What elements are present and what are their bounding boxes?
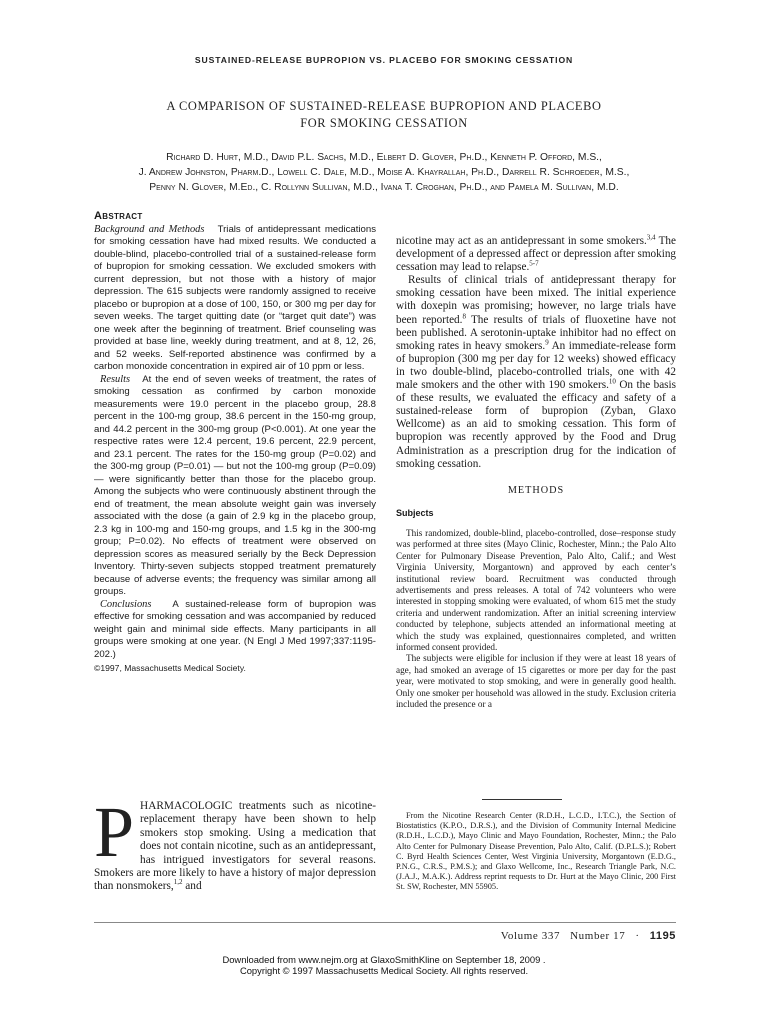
introduction: [94, 792, 376, 894]
bottom-rule: [94, 922, 676, 923]
methods-heading: METHODS: [507, 484, 565, 496]
body-paragraph-2: [396, 274, 676, 470]
abstract-conclusions: [94, 599, 376, 662]
citation: 3,4: [646, 233, 656, 242]
body-paragraph-1: [396, 235, 676, 274]
para1b-text: The development of a depressed affect or depression after smoking cessation may lead to relapse.: [396, 235, 677, 274]
footnote-divider: [482, 799, 562, 800]
article-title: [60, 98, 708, 132]
download-notice: [0, 954, 768, 976]
para2d-text: On the basis of these results, we evaluated the efficacy and safety of a sustained-release form of bupropion (Zyban, Glaxo Wellcome) as an aid to smoking cessation. This form of bupropion was recently approved by the Food and Drug Administration as a prescription drug for the indication of smoking cessation.: [396, 379, 676, 470]
authors-line-2: J. Andrew Johnston, Pharm.D., Lowell C. Dale, M.D., Moise A. Khayrallah, Ph.D., Darrell R. Schroeder, M.S.,: [138, 167, 630, 178]
title-line-2: FOR SMOKING CESSATION: [300, 116, 468, 130]
citation: 5-7: [529, 259, 539, 268]
para2b-text: The results of trials of fluoxetine have not been published. A serotonin-uptake inhibitor had no effect on smoking rates in heavy smokers.: [396, 313, 677, 352]
download-line-1: Downloaded from www.nejm.org at GlaxoSmithKline on September 18, 2009 .: [222, 954, 546, 965]
folio: [94, 930, 676, 942]
right-column: [396, 235, 676, 710]
citation: 8: [462, 311, 466, 320]
abstract-results: [94, 374, 376, 599]
title-line-1: A COMPARISON OF SUSTAINED-RELEASE BUPROPION AND PLACEBO: [166, 99, 602, 113]
volume-label: Volume 337: [500, 930, 561, 942]
citation: 10: [608, 377, 616, 386]
authors-line-1: Richard D. Hurt, M.D., David P.L. Sachs, M.D., Elbert D. Glover, Ph.D., Kenneth P. Offord, M.S.,: [166, 152, 602, 163]
issue-number: Number 17: [570, 930, 626, 942]
abstract-background: [94, 224, 376, 374]
methods-paragraph-1: This randomized, double-blind, placebo-controlled, dose–response study was performed at three sites (Mayo Clinic, Rochester, Minn.; the Palo Alto Center for Pulmonary Disease Prevention, Palo Alto, Calif.; and West Virginia University, Morgantown) and approved by each center’s institutional review board. Recruitment was conducted through advertisements and press releases. A total of 742 volunteers who were interested in stopping smoking were evaluated, of whom 615 met the study criteria and underwent randomization. After an initial screening interview conducted by telephone, subjects attended an informational meeting at which the study was explained, questionnaires completed, and written informed consent provided.: [396, 527, 676, 652]
citation: 9: [545, 338, 549, 347]
results-label: Results: [100, 373, 131, 385]
download-line-2: Copyright © 1997 Massachusetts Medical Society. All rights reserved.: [239, 965, 529, 976]
subjects-heading: Subjects: [396, 507, 434, 518]
abstract-copyright: ©1997, Massachusetts Medical Society.: [94, 663, 246, 673]
para2c-text: An immediate-release form of bupropion (300 mg per day for 12 weeks) showed efficacy in two double-blind, placebo-controlled trials, one with 42 male smokers and the other with 190 smokers.: [396, 339, 676, 392]
methods-text: [396, 528, 676, 711]
abstract-heading: Abstract: [94, 210, 143, 222]
page-number: 1195: [649, 930, 676, 942]
background-text: Trials of antidepressant medications for smoking cessation have had mixed results. We conducted a double-blind, placebo-controlled trial of a sustained-release form of bupropion for smoking cessation. We excluded smokers with current depression, but not those with a history of major depression. The 615 subjects were randomly assigned to receive placebo or bupropion at a dose of 100, 150, or 300 mg per day for seven weeks. The target quitting date (or “target quit date”) was one week after the beginning of treatment. Brief counseling was provided at base line, weekly during treatment, and at 8, 12, 26, and 52 weeks. Self-reported abstinence was confirmed by a carbon monoxide concentration in expired air of 10 ppm or less.: [94, 223, 377, 372]
intro-tail: and: [182, 880, 202, 893]
running-head: SUSTAINED-RELEASE BUPROPION VS. PLACEBO FOR SMOKING CESSATION: [194, 55, 574, 65]
affiliation-footnote: From the Nicotine Research Center (R.D.H., L.C.D., I.T.C.), the Section of Biostatistics (K.P.O., D.R.S.), and the Division of Community Internal Medicine (R.D.H., L.C.D.), Mayo Clinic and Mayo Foundation, Rochester, Minn.; the Palo Alto Center for Pulmonary Disease Prevention, Palo Alto, Calif. (D.P.L.S.); Robert C. Byrd Health Sciences Center, West Virginia University, Morgantown (E.D.G., P.N.G., C.R.S., P.M.S.); and Glaxo Wellcome, Inc., Research Triangle Park, N.C. (J.A.J., M.A.K.). Address reprint requests to Dr. Hurt at the Mayo Clinic, 200 First St. SW, Rochester, MN 55905.: [396, 811, 676, 892]
drop-cap: P: [94, 792, 135, 872]
folio-separator: ·: [635, 930, 640, 942]
authors-line-3: Penny N. Glover, M.Ed., C. Rollynn Sullivan, M.D., Ivana T. Croghan, Ph.D., and Pamela M. Sullivan, M.D.: [149, 182, 619, 193]
para2-text: Results of clinical trials of antidepressant therapy for smoking cessation have been mixed. The initial experience with doxepin was promising; however, no large trials have been reported.: [396, 274, 676, 326]
para1-text: nicotine may act as an antidepressant in some smokers.: [396, 235, 647, 247]
intro-text: HARMACOLOGIC treatments such as nicotine-replacement therapy have been shown to help smokers stop smoking. Using a medication that does not contain nicotine, such as an antidepressant, has intrigued investigators for several reasons. Smokers are more likely to have a history of major depression than nonsmokers,: [94, 800, 376, 893]
background-label: Background and Methods: [94, 223, 205, 235]
author-list: [40, 150, 728, 195]
results-text: At the end of seven weeks of treatment, the rates of smoking cessation as confirmed by carbon monoxide measurements were 19.0 percent in the placebo group, 28.8 percent in the 100-mg group, 38.6 percent in the 150-mg group, and 44.2 percent in the 300-mg group (P<0.001). At one year the respective rates were 12.4 percent, 19.6 percent, 22.9 percent, and 23.1 percent. The rates for the 150-mg group (P=0.02) and the 300-mg group (P=0.01) — but not the 100-mg group (P=0.09) — were significantly better than those for the placebo group. Among the subjects who were continuously abstinent through the end of treatment, the mean absolute weight gain was inversely associated with the dose (a gain of 2.9 kg in the placebo group, 2.3 kg in 100-mg and 150-mg groups, and 1.5 kg in the 300-mg group; P=0.02). No effects of treatment were observed on depression scores as measured serially by the Beck Depression Inventory. Thirty-seven subjects stopped treatment prematurely because of adverse events; the frequency was similar among all groups.: [94, 373, 376, 597]
conclusions-label: Conclusions: [100, 598, 152, 610]
methods-paragraph-2: The subjects were eligible for inclusion if they were at least 18 years of age, had smoked an average of 15 cigarettes or more per day for the past year, were motivated to stop smoking, and were in generally good health. Only one smoker per household was allowed in the study. Exclusion criteria included the presence or a: [396, 653, 676, 709]
abstract: [94, 210, 376, 675]
conclusions-text: A sustained-release form of bupropion was effective for smoking cessation and was accompanied by reduced weight gain and minimal side effects. Many participants in all groups were smoking at one year. (N Engl J Med 1997;337:1195-202.): [94, 598, 376, 660]
citation: 1,2: [173, 878, 183, 887]
